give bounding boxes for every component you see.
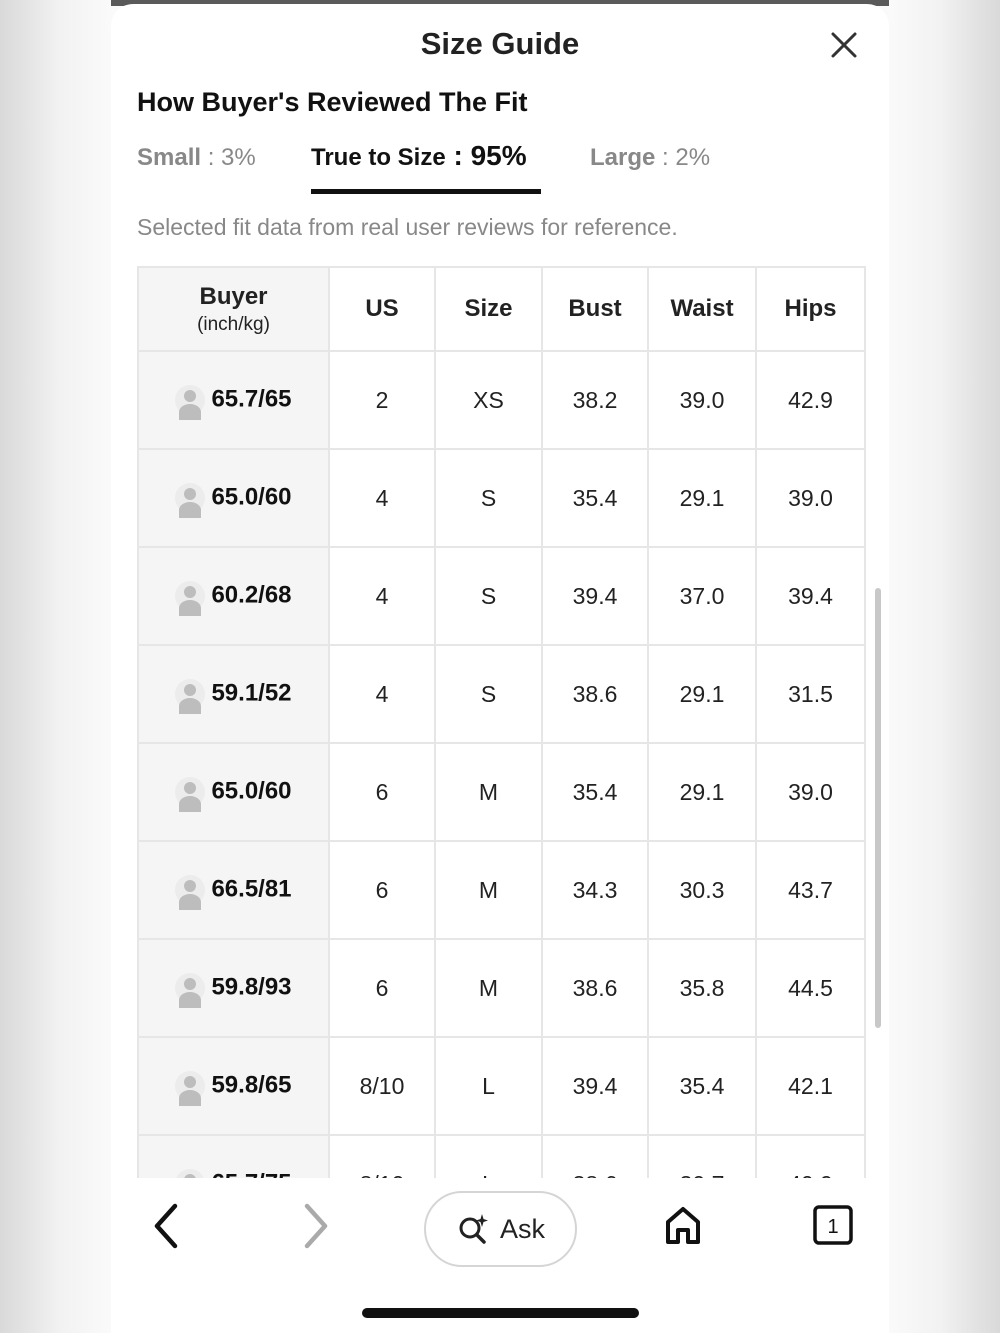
buyer-measurement: 65.0/60 [211, 483, 292, 511]
size-cell: L [435, 1037, 542, 1135]
us-cell: 8/10 [329, 1037, 435, 1135]
close-icon [829, 30, 859, 60]
buyer-header-unit: (inch/kg) [197, 313, 270, 335]
size-cell: S [435, 645, 542, 743]
fit-sep: : [655, 144, 676, 171]
size-table [137, 266, 866, 1234]
fit-percent: 3% [221, 144, 256, 171]
size-cell: M [435, 743, 542, 841]
home-icon [663, 1204, 703, 1246]
bust-cell: 35.4 [542, 743, 648, 841]
hips-cell: 44.5 [756, 939, 865, 1037]
avatar-icon [175, 581, 205, 611]
tabs-button[interactable] [812, 1204, 854, 1251]
sparkle-search-icon [456, 1211, 492, 1247]
waist-cell: 39.0 [648, 351, 756, 449]
forward-button[interactable] [297, 1202, 333, 1255]
fit-tab-true-to-size[interactable] [311, 140, 527, 172]
buyer-cell [138, 449, 329, 547]
table-row [138, 743, 865, 841]
fit-label: True to Size [311, 144, 446, 171]
avatar-icon [175, 875, 205, 905]
buyer-cell [138, 939, 329, 1037]
waist-cell: 29.1 [648, 743, 756, 841]
buyer-measurement: 59.8/65 [211, 1071, 292, 1099]
table-row [138, 351, 865, 449]
column-header-bust: Bust [542, 267, 648, 351]
buyer-cell [138, 743, 329, 841]
buyer-measurement: 65.0/60 [211, 777, 292, 805]
hips-cell: 42.9 [756, 351, 865, 449]
waist-cell: 37.0 [648, 547, 756, 645]
bust-cell: 38.2 [542, 351, 648, 449]
buyer-measurement: 59.1/52 [211, 679, 292, 707]
column-header-buyer [138, 267, 329, 351]
tabs-icon [812, 1204, 854, 1246]
fit-tab-large[interactable] [590, 144, 710, 172]
bust-cell: 39.4 [542, 547, 648, 645]
buyer-cell [138, 841, 329, 939]
size-cell: M [435, 841, 542, 939]
size-guide-sheet [111, 4, 889, 1333]
fit-label: Small [137, 144, 202, 171]
avatar-icon [175, 483, 205, 513]
buyer-measurement: 66.5/81 [211, 875, 292, 903]
buyer-header-label: Buyer [199, 282, 268, 310]
hips-cell: 31.5 [756, 645, 865, 743]
us-cell: 6 [329, 743, 435, 841]
fit-sep: : [445, 140, 471, 171]
buyer-measurement: 59.8/93 [211, 973, 292, 1001]
bust-cell: 34.3 [542, 841, 648, 939]
size-cell: M [435, 939, 542, 1037]
bust-cell: 39.4 [542, 1037, 648, 1135]
hips-cell: 39.4 [756, 547, 865, 645]
hips-cell: 42.1 [756, 1037, 865, 1135]
fit-percent: 2% [675, 144, 711, 171]
fit-percent: 95% [470, 140, 527, 171]
fit-sep: : [201, 144, 222, 171]
table-row [138, 939, 865, 1037]
size-table-container[interactable] [137, 266, 864, 1176]
us-cell: 6 [329, 939, 435, 1037]
fit-label: Large [590, 144, 656, 171]
hips-cell: 43.7 [756, 841, 865, 939]
size-cell: S [435, 449, 542, 547]
table-row [138, 449, 865, 547]
buyer-measurement: 65.7/65 [211, 385, 292, 413]
ask-label: Ask [499, 1213, 545, 1244]
avatar-icon [175, 385, 205, 415]
buyer-cell [138, 547, 329, 645]
waist-cell: 29.1 [648, 645, 756, 743]
fit-note: Selected fit data from real user reviews for reference. [137, 214, 678, 240]
waist-cell: 30.3 [648, 841, 756, 939]
table-header-row [138, 267, 865, 351]
column-header-waist: Waist [648, 267, 756, 351]
waist-cell: 29.1 [648, 449, 756, 547]
ask-button[interactable] [424, 1191, 577, 1267]
buyer-cell [138, 1037, 329, 1135]
fit-selected-underline [311, 189, 541, 194]
waist-cell: 35.8 [648, 939, 756, 1037]
us-cell: 4 [329, 449, 435, 547]
avatar-icon [175, 1071, 205, 1101]
buyer-cell [138, 351, 329, 449]
buyer-measurement: 60.2/68 [211, 581, 292, 609]
avatar-icon [175, 777, 205, 807]
back-button[interactable] [149, 1202, 185, 1255]
browser-toolbar [111, 1178, 889, 1333]
close-button[interactable] [829, 30, 859, 60]
waist-cell: 35.4 [648, 1037, 756, 1135]
page-title: Size Guide [420, 26, 580, 61]
us-cell: 6 [329, 841, 435, 939]
buyer-cell [138, 645, 329, 743]
fit-tab-small[interactable] [137, 144, 256, 172]
hips-cell: 39.0 [756, 449, 865, 547]
bust-cell: 38.6 [542, 645, 648, 743]
fit-heading: How Buyer's Reviewed The Fit [137, 87, 528, 117]
scrollbar[interactable] [875, 588, 881, 1028]
us-cell: 4 [329, 645, 435, 743]
column-header-us: US [329, 267, 435, 351]
bust-cell: 35.4 [542, 449, 648, 547]
chevron-left-icon [149, 1202, 185, 1250]
us-cell: 2 [329, 351, 435, 449]
size-cell: S [435, 547, 542, 645]
chevron-right-icon [297, 1202, 333, 1250]
us-cell: 4 [329, 547, 435, 645]
table-row [138, 841, 865, 939]
size-cell: XS [435, 351, 542, 449]
column-header-hips: Hips [756, 267, 865, 351]
bust-cell: 38.6 [542, 939, 648, 1037]
home-indicator[interactable] [362, 1308, 639, 1318]
table-row [138, 547, 865, 645]
table-row [138, 645, 865, 743]
avatar-icon [175, 973, 205, 1003]
column-header-size: Size [435, 267, 542, 351]
avatar-icon [175, 679, 205, 709]
hips-cell: 39.0 [756, 743, 865, 841]
home-button[interactable] [663, 1204, 703, 1251]
fit-summary [137, 140, 857, 200]
table-row [138, 1037, 865, 1135]
tabs-count: 1 [827, 1216, 839, 1238]
